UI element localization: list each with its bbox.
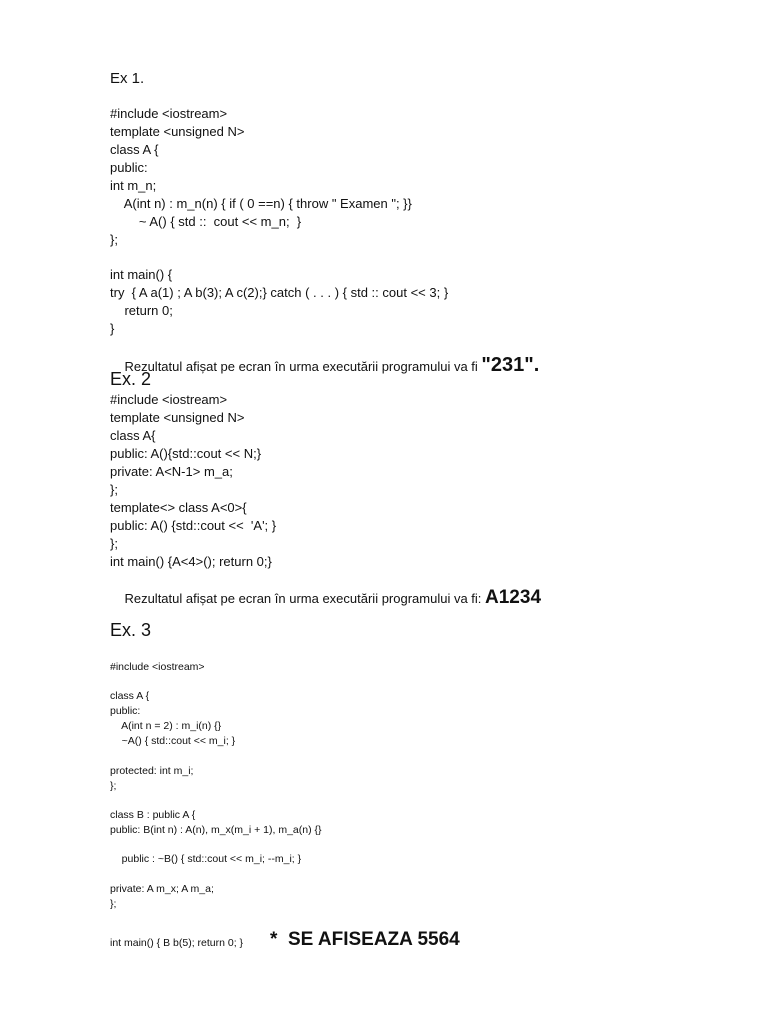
- code-line: try { A a(1) ; A b(3); A c(2);} catch ( . . . ) { std :: cout << 3; }: [110, 285, 449, 300]
- code-line: };: [110, 232, 118, 247]
- code-line: A(int n) : m_n(n) { if ( 0 ==n) { throw " Examen "; }}: [110, 196, 412, 211]
- code-line: template <unsigned N>: [110, 410, 245, 425]
- code-line: ~ A() { std :: cout << m_n; }: [110, 214, 302, 229]
- code-line: int main() {: [110, 267, 173, 282]
- code-line: };: [110, 536, 118, 551]
- ex2-result: [110, 575, 541, 620]
- code-line: return 0;: [110, 303, 173, 318]
- code-line: class A {: [110, 142, 159, 157]
- code-line: ~A() { std::cout << m_i; }: [110, 735, 236, 747]
- code-line: }: [110, 321, 115, 336]
- result-text: Rezultatul afișat pe ecran în urma executării programului va fi:: [124, 591, 486, 606]
- code-line: int main() { B b(5); return 0; }: [110, 937, 244, 949]
- code-line: int m_n;: [110, 178, 157, 193]
- ex3-answer: * SE AFISEAZA 5564: [270, 929, 460, 950]
- code-line: int main() {A<4>(); return 0;}: [110, 554, 272, 569]
- code-line: public:: [110, 160, 148, 175]
- code-line: public:: [110, 705, 141, 717]
- code-line: A(int n = 2) : m_i(n) {}: [110, 720, 222, 732]
- result-text: Rezultatul afișat pe ecran în urma executării programului va fi: [124, 359, 482, 374]
- code-line: template <unsigned N>: [110, 124, 245, 139]
- code-line: public : ~B() { std::cout << m_i; --m_i; }: [110, 853, 302, 865]
- code-line: private: A<N-1> m_a;: [110, 464, 233, 479]
- result-value: A1234: [485, 587, 542, 608]
- code-line: class A {: [110, 690, 150, 702]
- code-line: public: B(int n) : A(n), m_x(m_i + 1), m_a(n) {}: [110, 824, 322, 836]
- code-line: #include <iostream>: [110, 392, 228, 407]
- ex1-result: [110, 342, 539, 388]
- ex1-title: Ex 1.: [110, 70, 145, 87]
- code-line: class A{: [110, 428, 156, 443]
- code-line: #include <iostream>: [110, 661, 205, 673]
- code-line: private: A m_x; A m_a;: [110, 883, 214, 895]
- code-line: };: [110, 482, 118, 497]
- ex3-title: Ex. 3: [110, 620, 152, 640]
- code-line: };: [110, 780, 117, 792]
- ex2-title: Ex. 2: [110, 369, 152, 389]
- code-line: };: [110, 898, 117, 910]
- result-value: "231".: [481, 354, 540, 376]
- code-line: class B : public A {: [110, 809, 196, 821]
- code-line: public: A() {std::cout << 'A'; }: [110, 518, 277, 533]
- code-line: template<> class A<0>{: [110, 500, 247, 515]
- code-line: public: A(){std::cout << N;}: [110, 446, 262, 461]
- code-line: protected: int m_i;: [110, 765, 194, 777]
- code-line: #include <iostream>: [110, 106, 228, 121]
